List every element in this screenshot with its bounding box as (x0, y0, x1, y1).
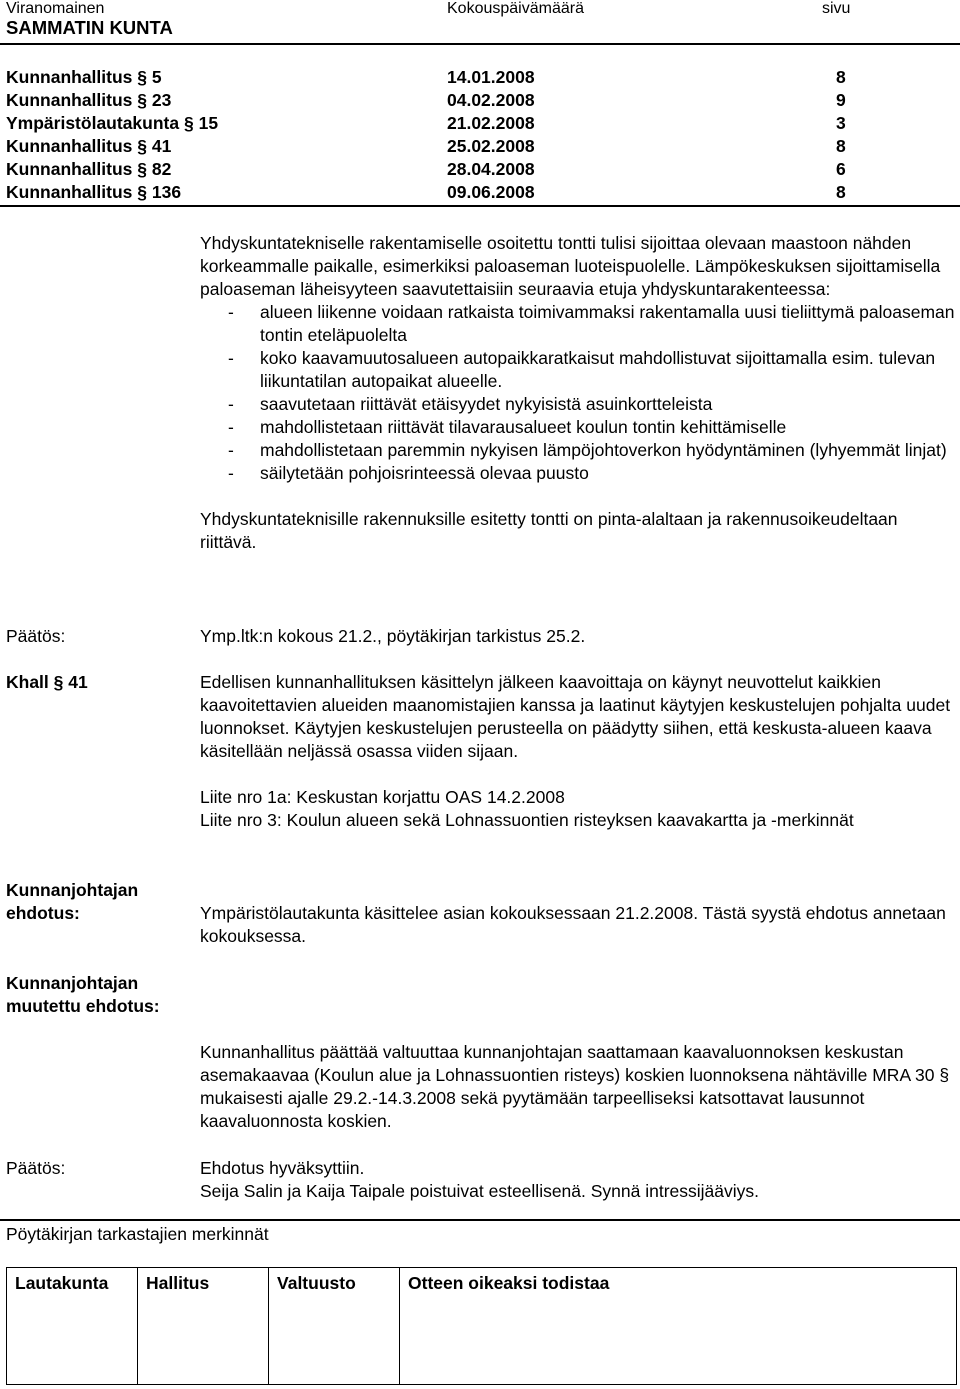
bullet-dash: - (228, 348, 234, 368)
bullet-text: koko kaavamuutosalueen autopaikkaratkaisut mahdollistuvat sijoittamalla esim. tulevan liikuntatilan autopaikat alueelle. (260, 348, 936, 391)
history-body: Ympäristölautakunta (6, 113, 180, 133)
history-body: Kunnanhallitus (6, 182, 133, 202)
footer-rule (0, 1219, 960, 1221)
history-page: 8 (836, 67, 846, 87)
section-sign: § (137, 182, 147, 202)
modified-text (200, 1041, 956, 1133)
decision2-label: Päätös: (6, 1158, 66, 1178)
bullet-dash: - (228, 440, 234, 460)
signature-cell-certified: Otteen oikeaksi todistaa (400, 1268, 957, 1385)
history-row (6, 135, 171, 158)
history-number: 41 (151, 136, 172, 156)
history-page: 3 (836, 113, 846, 133)
history-number: 5 (151, 67, 162, 87)
bullet-text: mahdollistetaan paremmin nykyisen lämpöjohtoverkon hyödyntäminen (lyhyemmät linjat) (260, 440, 947, 460)
modified-text-a: Kunnanhallitus päättää valtuuttaa kunnanjohtajan saattamaan kaavaluonnoksen keskustan asemakaavaa (Koulun alue ja Lohnassuontien risteys) koskien luonnoksena nähtäville MRA 30 § mukaisesti ajalle 29.2.-14.3.2008 sekä pyytämään tarpeelliseksi katsottavat lausunnot kaavaluonnosta koskien. (200, 1042, 950, 1131)
signature-cell-council: Valtuusto (269, 1268, 400, 1385)
history-body: Kunnanhallitus (6, 67, 133, 87)
modified-label-line1: Kunnanjohtajan (6, 973, 139, 993)
history-body: Kunnanhallitus (6, 136, 133, 156)
history-row (6, 158, 171, 181)
modified-label-line2: muutettu ehdotus: (6, 996, 160, 1016)
bullet-text: mahdollistetaan riittävät tilavarausalueet koulun tontin kehittämiselle (260, 417, 787, 437)
section-sign: § (137, 159, 147, 179)
section-sign: § (137, 136, 147, 156)
municipality-name: SAMMATIN KUNTA (6, 17, 173, 38)
proposal-text: Ympäristölautakunta käsittelee asian kokouksessaan 21.2.2008. Tästä syystä ehdotus annetaan kokouksessa. (200, 903, 946, 946)
bullet-dash: - (228, 463, 234, 483)
khall-label-text: Khall (6, 672, 49, 692)
history-row (6, 112, 218, 135)
intro-section (200, 232, 956, 554)
history-page: 9 (836, 90, 846, 110)
bullet-item (200, 301, 956, 347)
header-page: sivu (822, 0, 851, 17)
history-number: 15 (198, 113, 219, 133)
signature-table (6, 1267, 957, 1385)
decision2-line1: Ehdotus hyväksyttiin. (200, 1158, 365, 1178)
bullet-dash: - (228, 302, 234, 322)
header-authority: Viranomainen (6, 0, 105, 17)
khall-label (6, 671, 88, 694)
khall-text (200, 671, 956, 832)
history-page: 8 (836, 136, 846, 156)
attachment-2: Liite nro 3: Koulun alueen sekä Lohnassuontien risteyksen kaavakartta ja -merkinnät (200, 810, 854, 830)
proposal-label-line1: Kunnanjohtajan (6, 880, 139, 900)
bullet-text: saavutetaan riittävät etäisyydet nykyisistä asuinkortteleista (260, 394, 713, 414)
history-page: 6 (836, 159, 846, 179)
bullet-list (200, 301, 956, 485)
section-sign: § (137, 90, 147, 110)
history-body: Kunnanhallitus (6, 159, 133, 179)
bullet-item (200, 393, 956, 416)
header-meeting-date: Kokouspäivämäärä (447, 0, 584, 17)
section-sign: § (53, 672, 64, 692)
bullet-dash: - (228, 394, 234, 414)
section-sign: § (137, 67, 147, 87)
intro-paragraph: Yhdyskuntatekniselle rakentamiselle osoitettu tontti tulisi sijoittaa olevaan maastoon nähden korkeammalle paikalle, esimerkiksi paloaseman luoteispuolelle. Lämpökeskuksen sijoittamisella paloaseman läheisyyteen saavutettaisiin seuraavia etuja yhdyskuntarakenteessa: (200, 233, 941, 299)
history-row (6, 89, 171, 112)
history-number: 82 (151, 159, 172, 179)
history-body: Kunnanhallitus (6, 90, 133, 110)
history-page: 8 (836, 182, 846, 202)
bullet-item (200, 462, 956, 485)
bullet-item (200, 416, 956, 439)
bullet-text: alueen liikenne voidaan ratkaista toimivammaksi rakentamalla uusi tieliittymä paloaseman tontin eteläpuolelta (260, 302, 955, 345)
history-number: 136 (151, 182, 182, 202)
history-row (6, 66, 162, 89)
khall-paragraph: Edellisen kunnanhallituksen käsittelyn jälkeen kaavoittaja on käynyt neuvottelut kaikkien kaavoitettavien alueiden maanomistajien kanssa ja laatinut käytyjen keskustelujen pohjalta uudet luonnokset. Käytyjen keskustelujen perusteella on päädytty siihen, että keskusta-alueen kaava käsitellään neljässä osassa viiden sijaan. (200, 672, 951, 761)
bullet-item (200, 347, 956, 393)
header-rule (0, 43, 960, 45)
khall-number: 41 (68, 672, 88, 692)
history-date: 09.06.2008 (447, 182, 535, 202)
decision-text: Ymp.ltk:n kokous 21.2., pöytäkirjan tarkistus 25.2. (200, 626, 586, 646)
history-row (6, 181, 181, 204)
bullet-text: säilytetään pohjoisrinteessä olevaa puusto (260, 463, 589, 483)
bullet-item (200, 439, 956, 462)
history-date: 04.02.2008 (447, 90, 535, 110)
intro-paragraph-2: Yhdyskuntateknisille rakennuksille esitetty tontti on pinta-alaltaan ja rakennusoikeudeltaan riittävä. (200, 509, 898, 552)
history-date: 25.02.2008 (447, 136, 535, 156)
decision2-line2: Seija Salin ja Kaija Taipale poistuivat esteellisenä. Synnä intressijääviys. (200, 1181, 760, 1201)
history-date: 21.02.2008 (447, 113, 535, 133)
signature-cell-board: Lautakunta (7, 1268, 138, 1385)
history-number: 23 (151, 90, 172, 110)
history-date: 14.01.2008 (447, 67, 535, 87)
signature-cell-government: Hallitus (138, 1268, 269, 1385)
section-sign: § (183, 113, 194, 133)
history-rule (0, 205, 960, 207)
decision-label: Päätös: (6, 626, 66, 646)
proposal-label-line2: ehdotus: (6, 903, 80, 923)
history-date: 28.04.2008 (447, 159, 535, 179)
footer-caption: Pöytäkirjan tarkastajien merkinnät (6, 1224, 269, 1244)
bullet-dash: - (228, 417, 234, 437)
attachment-1: Liite nro 1a: Keskustan korjattu OAS 14.2.2008 (200, 787, 565, 807)
